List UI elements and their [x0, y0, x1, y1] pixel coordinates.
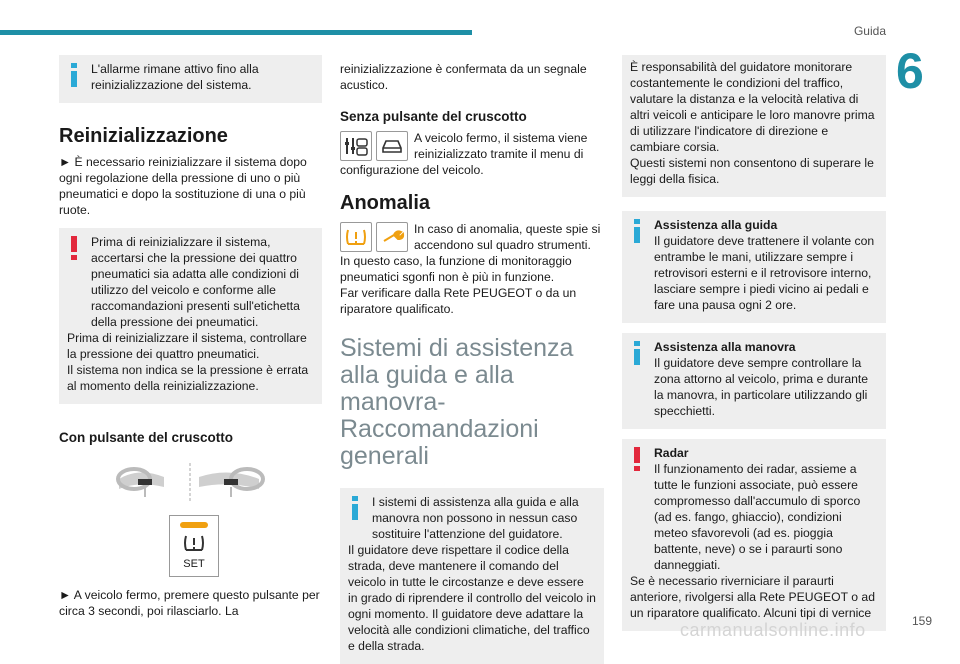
- responsibility-text-2: Questi sistemi non consentono di superare le leggi della fisica.: [630, 156, 874, 186]
- set-button-illustration: [169, 515, 219, 577]
- settings-menu-icon: [340, 131, 372, 161]
- dashboard-button-location-illustration: [59, 459, 322, 505]
- info-text-2: Il guidatore deve rispettare il codice della strada, deve mantenere il comando del veicolo in tutte le circostanze e deve essere in grado di riprendere il controllo del veicolo in ogni momento. Il guidatore deve adattare la velocità alle condizioni climatiche, del traffico e della strada.: [348, 543, 596, 653]
- note-driver-responsibility: [622, 55, 886, 197]
- heading-anomalia: Anomalia: [340, 192, 431, 214]
- info-note-alarm: [59, 55, 322, 103]
- page-number: 159: [911, 614, 932, 628]
- radar-text-1: Il funzionamento dei radar, assieme a tutte le funzioni associate, può essere compromesso dall'accumulo di sporco (ad es. fango, ghiaccio), condizioni meteo sfavorevoli (ad es. pioggia battente, neve) o se i paraurti sono danneggiati.: [654, 462, 861, 572]
- info-text-1: I sistemi di assistenza alla guida e alla manovra non possono in nessun caso sostituire l'attenzione del guidatore.: [372, 495, 579, 541]
- paragraph-confirmation: reinizializzazione è confermata da un segnale acustico.: [340, 62, 587, 92]
- service-wrench-lamp-icon: [376, 222, 408, 252]
- set-label: SET: [183, 558, 205, 571]
- responsibility-text-1: È responsabilità del guidatore monitorare costantemente le condizioni del traffico, valutare la distanza e la velocità relativa di altri veicoli e anticipare le loro manovre prima di utilizzare l'indicatore di direzione e cambiare corsia.: [630, 60, 875, 154]
- column-2: [340, 55, 604, 664]
- heading-reinizializzazione: Reinizializzazione: [59, 125, 228, 147]
- info-note-guida: [622, 211, 886, 323]
- info-note-assistance: [340, 488, 604, 664]
- column-1: [59, 55, 322, 619]
- info-icon: [628, 339, 646, 367]
- warning-icon: [628, 445, 646, 473]
- warning-note-radar: [622, 439, 886, 631]
- paragraph-anomalia-3: Far verificare dalla Rete PEUGEOT o da un riparatore qualificato.: [340, 286, 577, 316]
- info-icon: [65, 61, 83, 89]
- info-icon: [346, 494, 364, 522]
- guida-text-wrap: [630, 233, 878, 313]
- heading-con-pulsante: Con pulsante del cruscotto: [59, 430, 234, 445]
- watermark: carmanualsonline.info: [680, 620, 866, 640]
- manovra-text: Il guidatore deve sempre controllare la zona attorno al veicolo, prima e durante la manovra, in particolare utilizzando gli specchietti.: [654, 356, 869, 418]
- paragraph-anomalia-2: In questo caso, la funzione di monitoraggio pneumatici sgonfi non è più in funzione.: [340, 254, 572, 284]
- paragraph-press-button: ► A veicolo fermo, premere questo pulsante per circa 3 secondi, poi rilasciarlo. La: [59, 588, 320, 618]
- paragraph-reinit: ► È necessario reinizializzare il sistema dopo ogni regolazione della pressione di uno o più pneumatici e dopo la sostituzione di una o più ruote.: [59, 155, 307, 217]
- steering-wheel-right-icon: [199, 469, 263, 497]
- heading-sistemi-assistenza: Sistemi di assistenza alla guida e alla manovra- Raccomandazioni generali: [340, 334, 574, 470]
- tyre-warning-lamp-icon: [340, 222, 372, 252]
- header-accent-bar: [0, 30, 472, 35]
- menu-icons: [340, 131, 408, 161]
- warning-text-3: Il sistema non indica se la pressione è errata al momento della reinizializzazione.: [67, 363, 309, 393]
- info-icon: [628, 217, 646, 245]
- guida-text: Il guidatore deve trattenere il volante con entrambe le mani, utilizzare sempre i retrovisori esterni e il retrovisore interno, lasciare sempre i piedi vicino ai pedali e fare una pausa ogni 2 ore.: [654, 234, 875, 312]
- vehicle-icon: [376, 131, 408, 161]
- warning-text-1: Prima di reinizializzare il sistema, accertarsi che la pressione dei quattro pneumatici sia adatta alle condizioni di utilizzo del veicolo e conforme alle raccomandazioni presenti sull'etichetta della pressione dei pneumatici.: [91, 235, 300, 329]
- tyre-pressure-icon: [182, 533, 206, 553]
- warning-icon: [65, 234, 83, 262]
- set-button-lamp: [180, 522, 208, 528]
- column-3: [622, 55, 886, 631]
- paragraph-anomalia-1: In caso di anomalia, queste spie si accendono sul quadro strumenti.: [414, 222, 601, 252]
- steering-wheel-left-icon: [118, 469, 164, 497]
- radar-title: Radar: [654, 446, 689, 460]
- info-note-manovra: [622, 333, 886, 429]
- warning-text-2: Prima di reinizializzare il sistema, controllare la pressione dei quattro pneumatici.: [67, 331, 307, 361]
- warning-note-pressure: [59, 228, 322, 404]
- chapter-number: 6: [896, 43, 924, 99]
- radar-text-2: Se è necessario riverniciare il paraurti anteriore, rivolgersi alla Rete PEUGEOT o ad un riparatore qualificato. Alcuni tipi di vernice: [630, 574, 875, 620]
- heading-senza-pulsante: Senza pulsante del cruscotto: [340, 109, 527, 124]
- guida-title: Assistenza alla guida: [654, 218, 778, 232]
- manovra-title: Assistenza alla manovra: [654, 340, 796, 354]
- paragraph-senza: A veicolo fermo, il sistema viene reinizializzato tramite il menu di configurazione del veicolo.: [340, 131, 588, 177]
- section-label: Guida: [853, 24, 886, 38]
- warning-lamps: [340, 222, 408, 252]
- info-note-text: L'allarme rimane attivo fino alla reinizializzazione del sistema.: [91, 62, 259, 92]
